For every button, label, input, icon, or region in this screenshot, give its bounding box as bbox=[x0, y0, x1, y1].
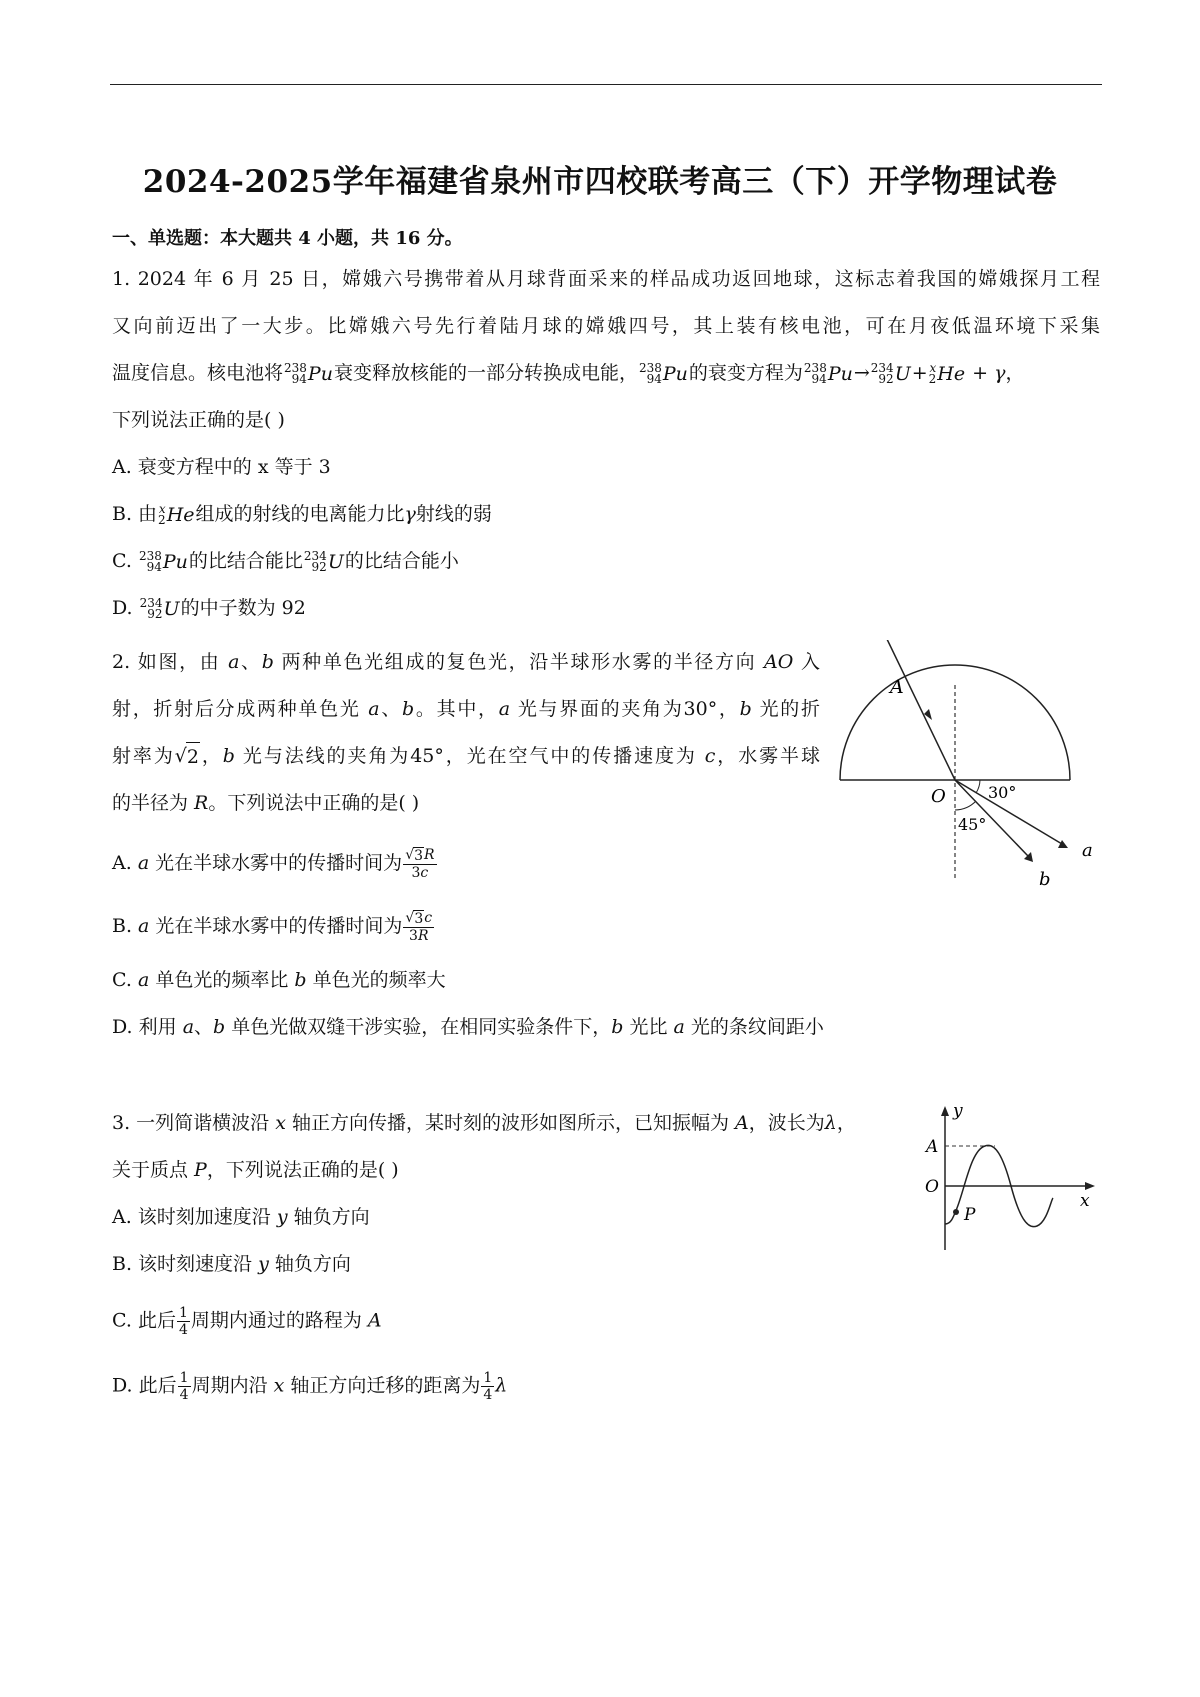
section-heading: 一、单选题：本大题共 4 小题，共 16 分。 bbox=[112, 228, 463, 249]
q3-option-c: C. 此后 $\frac{1}{4}$ 周期内通过的路程为 A bbox=[112, 1305, 382, 1338]
label-y: y bbox=[953, 1101, 963, 1121]
q3-line-2: 关于质点 P，下列说法正确的是( ) bbox=[112, 1159, 399, 1181]
q2-line-2: 射，折射后分成两种单色光 a、b。其中，a 光与界面的夹角为30°，b 光的折 bbox=[112, 698, 820, 720]
label-45: 45° bbox=[958, 815, 987, 834]
nuclide-pu: 238 94 Pu bbox=[284, 361, 333, 386]
hemisphere-figure bbox=[830, 640, 1110, 900]
nuclide-u: 234 92 U bbox=[139, 596, 180, 621]
label-30: 30° bbox=[988, 783, 1017, 802]
q1-option-a: A. 衰变方程中的 x 等于 3 bbox=[112, 456, 331, 478]
nuclide-pu: 238 94 Pu bbox=[638, 361, 688, 386]
q1-option-d: D. 234 92 U 的中子数为 92 bbox=[112, 596, 306, 621]
q1-option-c: C. 238 94 Pu 的比结合能比 234 92 U 的比结合能小 bbox=[112, 549, 459, 574]
nuclide-he: x 2 He bbox=[158, 502, 195, 527]
header-rule bbox=[110, 84, 1102, 85]
q3-line-1: 3. 一列简谐横波沿 x 轴正方向传播，某时刻的波形如图所示，已知振幅为 A，波长为λ， bbox=[112, 1112, 856, 1134]
label-a: a bbox=[1082, 840, 1093, 861]
label-b: b bbox=[1039, 869, 1051, 890]
q3-option-b: B. 该时刻速度沿 y 轴负方向 bbox=[112, 1253, 351, 1275]
angle-45-arc bbox=[955, 801, 976, 810]
q1-text: 的衰变方程为 bbox=[688, 362, 803, 384]
q3-option-d: D. 此后 $\frac{1}{4}$ 周期内沿 x 轴正方向迁移的距离为 $\frac{1}{4}$ λ bbox=[112, 1370, 508, 1403]
q1-line-2: 又向前迈出了一大步。比嫦娥六号先行着陆月球的嫦娥四号，其上装有核电池，可在月夜低温环境下采集 bbox=[112, 315, 1100, 337]
q2-line-4: 的半径为 R。下列说法中正确的是( ) bbox=[112, 792, 420, 814]
ray-a-arrow bbox=[1058, 840, 1068, 848]
q2-line-1: 2. 如图，由 a、b 两种单色光组成的复色光，沿半球形水雾的半径方向 AO 入 bbox=[112, 651, 820, 673]
fraction: $\frac{1}{4}$ bbox=[179, 1370, 189, 1403]
arrow-symbol: → bbox=[853, 362, 870, 384]
q1-option-b: B. 由 x 2 He 组成的射线的电离能力比γ射线的弱 bbox=[112, 502, 492, 527]
q2-option-d: D. 利用 a、b 单色光做双缝干涉实验，在相同实验条件下，b 光比 a 光的条纹间距小 bbox=[112, 1016, 824, 1038]
q1-text: 衰变释放核能的一部分转换成电能， bbox=[333, 362, 638, 384]
nuclide-u: 234 92 U bbox=[870, 361, 911, 386]
q1-line-4: 下列说法正确的是( ) bbox=[112, 409, 285, 431]
q1-text: 温度信息。核电池将 bbox=[112, 362, 284, 384]
label-x: x bbox=[1080, 1191, 1090, 1211]
sqrt-expression: √ 2 bbox=[175, 742, 200, 771]
label-P: P bbox=[964, 1205, 976, 1225]
q2-option-c: C. a 单色光的频率比 b 单色光的频率大 bbox=[112, 969, 446, 991]
nuclide-he: x 2 He bbox=[928, 361, 966, 386]
q1-line-3: 温度信息。核电池将 238 94 Pu 衰变释放核能的一部分转换成电能， 238 94 Pu 的衰变方程为 238 94 Pu → 234 92 U + x 2 He + γ， bbox=[112, 361, 1025, 386]
q3-option-a: A. 该时刻加速度沿 y 轴负方向 bbox=[112, 1206, 370, 1228]
nuclide-u: 234 92 U bbox=[303, 549, 344, 574]
fraction: √ 3 R 3c bbox=[405, 847, 435, 881]
y-axis-arrow bbox=[941, 1106, 949, 1116]
fraction: √ 3 c 3R bbox=[405, 910, 433, 944]
label-O: O bbox=[931, 786, 946, 807]
x-axis-arrow bbox=[1085, 1182, 1095, 1190]
point-P bbox=[953, 1209, 959, 1215]
label-O: O bbox=[925, 1177, 939, 1197]
incident-ray bbox=[885, 640, 955, 780]
q2-option-b: B. a 光在半球水雾中的传播时间为 √ 3 c 3R bbox=[112, 910, 433, 944]
nuclide-pu: 238 94 Pu bbox=[803, 361, 853, 386]
label-A: A bbox=[890, 676, 904, 698]
fraction: $\frac{1}{4}$ bbox=[483, 1370, 493, 1403]
q2-option-a: A. a 光在半球水雾中的传播时间为 √ 3 R 3c bbox=[112, 847, 435, 881]
wave-figure bbox=[915, 1100, 1100, 1260]
label-A: A bbox=[926, 1137, 939, 1157]
page-title: 2024-2025学年福建省泉州市四校联考高三（下）开学物理试卷 bbox=[142, 164, 1058, 200]
q2-line-3: 射率为 √ 2 ，b 光与法线的夹角为45°，光在空气中的传播速度为 c，水雾半球 bbox=[112, 742, 820, 771]
angle-30-arc bbox=[976, 780, 980, 793]
fraction: $\frac{1}{4}$ bbox=[178, 1305, 188, 1338]
nuclide-pu: 238 94 Pu bbox=[138, 549, 188, 574]
q1-line-1: 1. 2024 年 6 月 25 日，嫦娥六号携带着从月球背面采来的样品成功返回地球，这标志着我国的嫦娥探月工程 bbox=[112, 268, 1100, 290]
